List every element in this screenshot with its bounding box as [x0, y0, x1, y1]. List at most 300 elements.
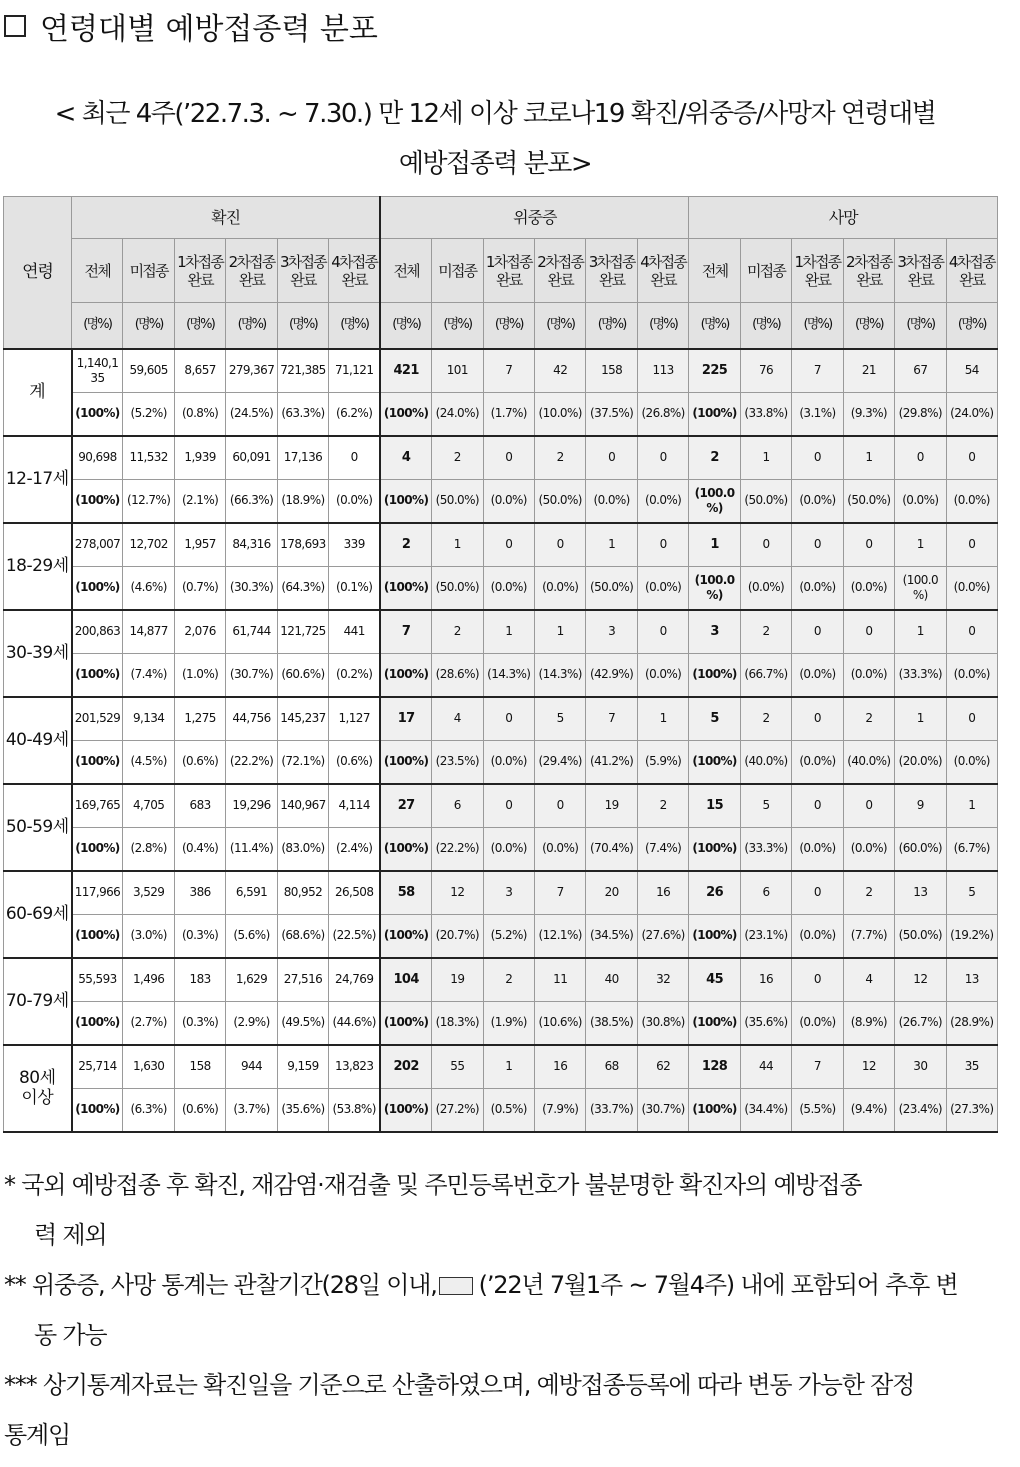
column-header-확진-4: 3차접종 완료 [277, 239, 328, 303]
count-cell: 11 [534, 958, 585, 1002]
percent-cell: (0.0%) [483, 566, 534, 610]
count-cell: 55 [432, 1045, 483, 1089]
count-cell: 0 [895, 436, 946, 480]
count-cell: 183 [174, 958, 225, 1002]
percent-cell: (3.1%) [792, 392, 843, 436]
percent-cell: (50.0%) [432, 479, 483, 523]
count-cell: 16 [637, 871, 689, 915]
percent-cell: (0.0%) [637, 479, 689, 523]
column-header-확진-3: 2차접종 완료 [226, 239, 277, 303]
percent-cell: (100%) [72, 653, 123, 697]
count-cell: 27 [380, 784, 431, 828]
count-cell: 84,316 [226, 523, 277, 567]
percent-cell: (0.8%) [174, 392, 225, 436]
percent-cell: (18.9%) [277, 479, 328, 523]
count-cell: 68 [586, 1045, 637, 1089]
unit-header: (명%) [483, 303, 534, 349]
shaded-legend-box-icon [439, 1277, 473, 1295]
count-cell: 19 [432, 958, 483, 1002]
count-cell: 721,385 [277, 349, 328, 393]
percent-cell: (42.9%) [586, 653, 637, 697]
count-cell: 13 [946, 958, 997, 1002]
column-header-확진-1: 미접종 [123, 239, 174, 303]
percent-cell: (5.2%) [123, 392, 174, 436]
table-row-percent [4, 914, 998, 958]
percent-cell: (24.5%) [226, 392, 277, 436]
count-cell: 201,529 [72, 697, 123, 741]
percent-cell: (2.4%) [329, 827, 380, 871]
percent-cell: (66.7%) [740, 653, 791, 697]
percent-cell: (0.0%) [895, 479, 946, 523]
percent-cell: (100%) [689, 914, 740, 958]
table-row [4, 958, 998, 1002]
percent-cell: (9.4%) [843, 1088, 894, 1132]
age-group-label: 50-59세 [4, 784, 72, 871]
percent-cell: (40.0%) [740, 740, 791, 784]
count-cell: 2 [843, 871, 894, 915]
percent-cell: (100%) [380, 479, 431, 523]
percent-cell: (10.0%) [534, 392, 585, 436]
percent-cell: (27.3%) [946, 1088, 997, 1132]
count-cell: 80,952 [277, 871, 328, 915]
percent-cell: (83.0%) [277, 827, 328, 871]
percent-cell: (0.6%) [329, 740, 380, 784]
unit-header: (명%) [534, 303, 585, 349]
count-cell: 0 [792, 436, 843, 480]
column-header-사망-2: 1차접종 완료 [792, 239, 843, 303]
count-cell: 17,136 [277, 436, 328, 480]
percent-cell: (44.6%) [329, 1001, 380, 1045]
unit-header: (명%) [277, 303, 328, 349]
percent-cell: (100%) [72, 740, 123, 784]
percent-cell: (7.4%) [123, 653, 174, 697]
count-cell: 2 [534, 436, 585, 480]
count-cell: 0 [946, 697, 997, 741]
count-cell: 1 [586, 523, 637, 567]
column-header-위중증-0: 전체 [380, 239, 431, 303]
count-cell: 0 [534, 523, 585, 567]
percent-cell: (100.0 %) [689, 566, 740, 610]
percent-cell: (10.6%) [534, 1001, 585, 1045]
count-cell: 7 [534, 871, 585, 915]
percent-cell: (2.8%) [123, 827, 174, 871]
count-cell: 13,823 [329, 1045, 380, 1089]
percent-cell: (53.8%) [329, 1088, 380, 1132]
percent-cell: (100%) [72, 479, 123, 523]
percent-cell: (2.7%) [123, 1001, 174, 1045]
percent-cell: (0.0%) [843, 566, 894, 610]
percent-cell: (24.0%) [946, 392, 997, 436]
percent-cell: (0.0%) [843, 653, 894, 697]
count-cell: 0 [792, 958, 843, 1002]
count-cell: 5 [534, 697, 585, 741]
percent-cell: (3.7%) [226, 1088, 277, 1132]
percent-cell: (5.2%) [483, 914, 534, 958]
count-cell: 1 [432, 523, 483, 567]
unit-header: (명%) [586, 303, 637, 349]
percent-cell: (100%) [380, 1001, 431, 1045]
count-cell: 1,939 [174, 436, 225, 480]
count-cell: 1 [895, 697, 946, 741]
count-cell: 7 [792, 1045, 843, 1089]
count-cell: 0 [637, 436, 689, 480]
count-cell: 0 [740, 523, 791, 567]
checkbox-square-icon [4, 15, 26, 37]
count-cell: 8,657 [174, 349, 225, 393]
count-cell: 158 [586, 349, 637, 393]
column-header-사망-5: 4차접종 완료 [946, 239, 997, 303]
count-cell: 0 [637, 610, 689, 654]
count-cell: 60,091 [226, 436, 277, 480]
table-row-percent [4, 479, 998, 523]
count-cell: 19 [586, 784, 637, 828]
count-cell: 0 [946, 436, 997, 480]
count-cell: 67 [895, 349, 946, 393]
percent-cell: (24.0%) [432, 392, 483, 436]
age-group-label: 계 [4, 349, 72, 436]
count-cell: 7 [586, 697, 637, 741]
count-cell: 278,007 [72, 523, 123, 567]
age-column-header: 연령 [4, 197, 72, 349]
count-cell: 55,593 [72, 958, 123, 1002]
table-row [4, 1045, 998, 1089]
percent-cell: (2.9%) [226, 1001, 277, 1045]
table-body [4, 349, 998, 1132]
count-cell: 1,630 [123, 1045, 174, 1089]
count-cell: 3 [483, 871, 534, 915]
count-cell: 12,702 [123, 523, 174, 567]
count-cell: 14,877 [123, 610, 174, 654]
footnote-1: * 국외 예방접종 후 확진, 재감염·재검출 및 주민등록번호가 불분명한 확진자의 예방접종 [4, 1171, 862, 1199]
count-cell: 1 [483, 1045, 534, 1089]
percent-cell: (23.4%) [895, 1088, 946, 1132]
percent-cell: (28.6%) [432, 653, 483, 697]
count-cell: 121,725 [277, 610, 328, 654]
percent-cell: (26.8%) [637, 392, 689, 436]
percent-cell: (34.4%) [740, 1088, 791, 1132]
percent-cell: (100.0 %) [689, 479, 740, 523]
count-cell: 202 [380, 1045, 431, 1089]
percent-cell: (0.0%) [946, 653, 997, 697]
unit-header: (명%) [895, 303, 946, 349]
column-header-위중증-3: 2차접종 완료 [534, 239, 585, 303]
column-header-확진-0: 전체 [72, 239, 123, 303]
percent-cell: (100%) [689, 740, 740, 784]
percent-cell: (4.5%) [123, 740, 174, 784]
percent-cell: (23.5%) [432, 740, 483, 784]
percent-cell: (0.0%) [637, 566, 689, 610]
count-cell: 4,114 [329, 784, 380, 828]
percent-cell: (0.0%) [843, 827, 894, 871]
percent-cell: (0.0%) [946, 566, 997, 610]
percent-cell: (33.3%) [895, 653, 946, 697]
percent-cell: (33.3%) [740, 827, 791, 871]
percent-cell: (0.6%) [174, 1088, 225, 1132]
unit-header: (명%) [380, 303, 431, 349]
footnote-2-cont: 동 가능 [34, 1321, 107, 1349]
table-row [4, 349, 998, 393]
percent-cell: (1.9%) [483, 1001, 534, 1045]
count-cell: 4,705 [123, 784, 174, 828]
column-header-사망-1: 미접종 [740, 239, 791, 303]
percent-cell: (100%) [689, 827, 740, 871]
count-cell: 12 [895, 958, 946, 1002]
count-cell: 2 [689, 436, 740, 480]
table-row [4, 697, 998, 741]
count-cell: 944 [226, 1045, 277, 1089]
percent-cell: (22.2%) [226, 740, 277, 784]
count-cell: 3 [689, 610, 740, 654]
percent-cell: (35.6%) [740, 1001, 791, 1045]
column-header-사망-3: 2차접종 완료 [843, 239, 894, 303]
percent-cell: (29.4%) [534, 740, 585, 784]
count-cell: 2 [483, 958, 534, 1002]
count-cell: 32 [637, 958, 689, 1002]
count-cell: 15 [689, 784, 740, 828]
percent-cell: (8.9%) [843, 1001, 894, 1045]
percent-cell: (50.0%) [534, 479, 585, 523]
percent-cell: (34.5%) [586, 914, 637, 958]
count-cell: 1 [483, 610, 534, 654]
percent-cell: (50.0%) [843, 479, 894, 523]
footnote-3: *** 상기통계자료는 확진일을 기준으로 산출하였으며, 예방접종등록에 따라 변동 가능한 잠정 [4, 1371, 915, 1399]
percent-cell: (0.1%) [329, 566, 380, 610]
group-header-death: 사망 [689, 197, 998, 239]
count-cell: 2,076 [174, 610, 225, 654]
count-cell: 0 [329, 436, 380, 480]
count-cell: 27,516 [277, 958, 328, 1002]
count-cell: 1 [843, 436, 894, 480]
count-cell: 44,756 [226, 697, 277, 741]
percent-cell: (100%) [380, 827, 431, 871]
percent-cell: (0.0%) [792, 914, 843, 958]
percent-cell: (18.3%) [432, 1001, 483, 1045]
count-cell: 0 [483, 523, 534, 567]
percent-cell: (63.3%) [277, 392, 328, 436]
table-row-percent [4, 827, 998, 871]
count-cell: 71,121 [329, 349, 380, 393]
count-cell: 42 [534, 349, 585, 393]
percent-cell: (0.0%) [946, 740, 997, 784]
count-cell: 2 [740, 610, 791, 654]
count-cell: 128 [689, 1045, 740, 1089]
footnotes [4, 1160, 994, 1460]
count-cell: 1 [895, 610, 946, 654]
count-cell: 4 [380, 436, 431, 480]
percent-cell: (50.0%) [586, 566, 637, 610]
percent-cell: (0.0%) [946, 479, 997, 523]
count-cell: 101 [432, 349, 483, 393]
count-cell: 6,591 [226, 871, 277, 915]
table-row-percent [4, 1001, 998, 1045]
age-group-label: 30-39세 [4, 610, 72, 697]
table-row [4, 523, 998, 567]
percent-cell: (100%) [72, 1001, 123, 1045]
percent-cell: (27.2%) [432, 1088, 483, 1132]
unit-header: (명%) [432, 303, 483, 349]
count-cell: 35 [946, 1045, 997, 1089]
table-row-percent [4, 392, 998, 436]
count-cell: 1,496 [123, 958, 174, 1002]
count-cell: 117,966 [72, 871, 123, 915]
count-cell: 1 [946, 784, 997, 828]
count-cell: 4 [843, 958, 894, 1002]
percent-cell: (5.9%) [637, 740, 689, 784]
age-group-label: 70-79세 [4, 958, 72, 1045]
percent-cell: (100%) [380, 740, 431, 784]
percent-cell: (100%) [689, 1001, 740, 1045]
percent-cell: (30.3%) [226, 566, 277, 610]
count-cell: 90,698 [72, 436, 123, 480]
count-cell: 19,296 [226, 784, 277, 828]
percent-cell: (22.5%) [329, 914, 380, 958]
count-cell: 1,127 [329, 697, 380, 741]
count-cell: 16 [740, 958, 791, 1002]
count-cell: 54 [946, 349, 997, 393]
percent-cell: (26.7%) [895, 1001, 946, 1045]
percent-cell: (0.0%) [792, 479, 843, 523]
percent-cell: (0.7%) [174, 566, 225, 610]
count-cell: 1,957 [174, 523, 225, 567]
count-cell: 6 [432, 784, 483, 828]
count-cell: 113 [637, 349, 689, 393]
count-cell: 1,275 [174, 697, 225, 741]
percent-cell: (0.0%) [534, 566, 585, 610]
count-cell: 104 [380, 958, 431, 1002]
count-cell: 0 [843, 784, 894, 828]
count-cell: 7 [792, 349, 843, 393]
percent-cell: (7.7%) [843, 914, 894, 958]
count-cell: 0 [946, 610, 997, 654]
count-cell: 16 [534, 1045, 585, 1089]
table-row-percent [4, 1088, 998, 1132]
percent-cell: (49.5%) [277, 1001, 328, 1045]
unit-header: (명%) [174, 303, 225, 349]
count-cell: 339 [329, 523, 380, 567]
count-cell: 386 [174, 871, 225, 915]
percent-cell: (0.4%) [174, 827, 225, 871]
percent-cell: (50.0%) [740, 479, 791, 523]
count-cell: 5 [740, 784, 791, 828]
count-cell: 9 [895, 784, 946, 828]
percent-cell: (12.1%) [534, 914, 585, 958]
percent-cell: (100%) [689, 392, 740, 436]
percent-cell: (70.4%) [586, 827, 637, 871]
percent-cell: (100%) [380, 653, 431, 697]
footnote-3-cont: 통계임 [4, 1421, 70, 1449]
percent-cell: (100%) [72, 566, 123, 610]
percent-cell: (20.7%) [432, 914, 483, 958]
count-cell: 7 [380, 610, 431, 654]
percent-cell: (0.0%) [792, 653, 843, 697]
unit-header: (명%) [740, 303, 791, 349]
percent-cell: (100%) [689, 653, 740, 697]
count-cell: 0 [946, 523, 997, 567]
percent-cell: (100%) [380, 392, 431, 436]
unit-header: (명%) [329, 303, 380, 349]
percent-cell: (35.6%) [277, 1088, 328, 1132]
count-cell: 0 [483, 436, 534, 480]
count-cell: 0 [483, 697, 534, 741]
percent-cell: (9.3%) [843, 392, 894, 436]
count-cell: 1,629 [226, 958, 277, 1002]
count-cell: 1 [637, 697, 689, 741]
count-cell: 279,367 [226, 349, 277, 393]
percent-cell: (6.3%) [123, 1088, 174, 1132]
column-header-확진-2: 1차접종 완료 [174, 239, 225, 303]
table-caption-line2: 예방접종력 분포> [398, 149, 592, 179]
percent-cell: (11.4%) [226, 827, 277, 871]
unit-header: (명%) [792, 303, 843, 349]
percent-cell: (41.2%) [586, 740, 637, 784]
table-caption-line1: < 최근 4주(’22.7.3. ~ 7.30.) 만 12세 이상 코로나19 확진/위중증/사망자 연령대별 [54, 99, 936, 129]
count-cell: 9,159 [277, 1045, 328, 1089]
percent-cell: (64.3%) [277, 566, 328, 610]
unit-header: (명%) [637, 303, 689, 349]
column-header-위중증-4: 3차접종 완료 [586, 239, 637, 303]
count-cell: 24,769 [329, 958, 380, 1002]
percent-cell: (1.0%) [174, 653, 225, 697]
percent-cell: (50.0%) [432, 566, 483, 610]
count-cell: 2 [740, 697, 791, 741]
age-group-label: 80세 이상 [4, 1045, 72, 1132]
count-cell: 45 [689, 958, 740, 1002]
column-header-확진-5: 4차접종 완료 [329, 239, 380, 303]
count-cell: 6 [740, 871, 791, 915]
footnote-1-cont: 력 제외 [34, 1221, 107, 1249]
count-cell: 7 [483, 349, 534, 393]
percent-cell: (30.7%) [226, 653, 277, 697]
count-cell: 0 [637, 523, 689, 567]
count-cell: 0 [843, 610, 894, 654]
table-row-percent [4, 740, 998, 784]
count-cell: 44 [740, 1045, 791, 1089]
count-cell: 0 [792, 697, 843, 741]
count-cell: 1 [689, 523, 740, 567]
unit-header: (명%) [226, 303, 277, 349]
table-row [4, 784, 998, 828]
percent-cell: (0.3%) [174, 1001, 225, 1045]
percent-cell: (72.1%) [277, 740, 328, 784]
count-cell: 9,134 [123, 697, 174, 741]
percent-cell: (66.3%) [226, 479, 277, 523]
count-cell: 2 [432, 436, 483, 480]
count-cell: 0 [586, 436, 637, 480]
age-group-label: 12-17세 [4, 436, 72, 523]
column-header-위중증-1: 미접종 [432, 239, 483, 303]
vaccination-history-table [3, 196, 998, 1133]
count-cell: 1,140,1 35 [72, 349, 123, 393]
percent-cell: (2.1%) [174, 479, 225, 523]
count-cell: 5 [689, 697, 740, 741]
count-cell: 169,765 [72, 784, 123, 828]
percent-cell: (100%) [72, 1088, 123, 1132]
percent-cell: (38.5%) [586, 1001, 637, 1045]
percent-cell: (100%) [72, 392, 123, 436]
percent-cell: (5.5%) [792, 1088, 843, 1132]
percent-cell: (23.1%) [740, 914, 791, 958]
count-cell: 2 [380, 523, 431, 567]
group-header-severe: 위중증 [380, 197, 689, 239]
percent-cell: (0.0%) [483, 740, 534, 784]
count-cell: 11,532 [123, 436, 174, 480]
table-row-percent [4, 653, 998, 697]
percent-cell: (100%) [380, 914, 431, 958]
percent-cell: (6.2%) [329, 392, 380, 436]
count-cell: 683 [174, 784, 225, 828]
percent-cell: (60.6%) [277, 653, 328, 697]
age-group-label: 60-69세 [4, 871, 72, 958]
